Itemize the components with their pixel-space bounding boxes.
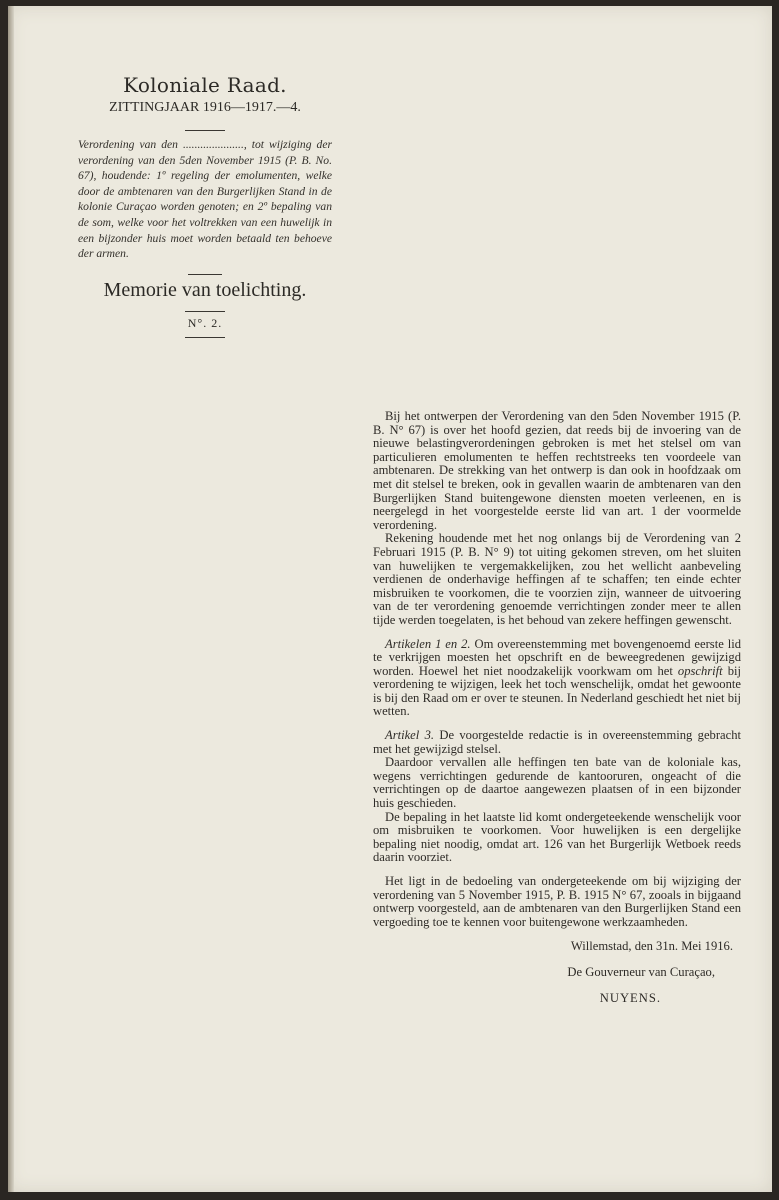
header-column: [72, 72, 338, 338]
body-text: De voorgestelde redactie is in overeenstemming gebracht met het gewijzigd stelsel.: [373, 728, 742, 756]
page-spine: [8, 6, 14, 1192]
ordinance-description: Verordening van den ....................., tot wijziging der verordening van den 5den November 1915 (P. B. No. 67), houdende: 1º regeling der emolumenten, welke door de ambtenaren van den Burgerlijken Stand in de kolonie Curaçao worden genoten; en 2º bepaling van de som, welke voor het voltrekken van een huwelijk in een bijzonder huis moet worden betaald ten behoeve der armen.: [78, 138, 332, 261]
article-3-paragraph: [373, 729, 741, 756]
divider: [185, 311, 225, 312]
body-paragraph: De bepaling in het laatste lid komt ondergeteekende wenschelijk voor om misbruiken te voorkomen. Voor huwelijken is een dergelijke bepaling niet noodig, omdat art. 126 van het Burgerlijk Wetboek reeds daarin voorziet.: [373, 809, 741, 865]
memorie-heading: Memorie van toelichting.: [103, 278, 307, 301]
articles-1-2-paragraph: [373, 638, 741, 720]
body-text: Om overeenstemming met bovengenoemd eerste lid te verkrijgen moesten het opschrift en de beweegredenen gewijzigd worden. Hoewel het niet noodzakelijk voorkwam om het: [373, 636, 741, 678]
signature-block: [373, 939, 741, 1005]
body-paragraph: Rekening houdende met het nog onlangs bij de Verordening van 2 Februari 1915 (P. B. N° 9) tot uiting gekomen streven, om het sluiten van huwelijken te vergemakkelijken, zou het wellicht aanbeveling verdienen de onderhavige heffingen af te schaffen; ten einde echter misbruiken te voorkomen, die te voorzien zijn, wanneer de uitvoering van de ter verordening genoemde verrichtingen zonder meer te allen tijde werden toegelaten, is het behoud van zekere heffingen gewenscht.: [373, 531, 741, 627]
signature-date: Willemstad, den 31n. Mei 1916.: [570, 939, 733, 954]
emphasis-text: opschrift: [677, 663, 723, 678]
signatory-title: De Gouverneur van Curaçao,: [567, 965, 715, 980]
divider: [188, 274, 222, 275]
body-paragraph: Bij het ontwerpen der Verordening van den 5den November 1915 (P. B. N° 67) is over het hoofd gezien, dat reeds bij de invoering van de nieuwe belastingverordeningen gebroken is met het stelsel om van particulieren emolumenten te heffen rechtstreeks ten voordeele van ambtenaren. De strekking van het ontwerp is dan ook in hoofdzaak om met dit stelsel te breken, ook in gevallen waarin de ambtenaren van den Burgerlijken Stand buitengewone diensten moeten verleenen, en is neergelegd in het voorgestelde eerste lid van art. 1 der voormelde verordening.: [373, 409, 741, 532]
memorie-body: [373, 410, 741, 1005]
signatory-name: NUYENS.: [599, 991, 661, 1006]
body-text: bij verordening te wijzigen, leek het toch wenschelijk, omdat het gewoonte is bij den Raad om er over te steunen. In Nederland geschiedt het niet bij wetten.: [373, 663, 741, 719]
body-paragraph: Het ligt in de bedoeling van ondergeteekende om bij wijziging der verordening van 5 November 1915, P. B. 1915 N° 67, zooals in bijgaand ontwerp voorgesteld, aan de ambtenaren van den Burgerlijken Stand een vergoeding toe te kennen voor buitengewone werkzaamheden.: [373, 874, 741, 929]
divider: [185, 337, 225, 338]
article-reference: Artikel 3.: [385, 728, 435, 743]
article-reference: Artikelen 1 en 2.: [385, 636, 471, 651]
divider: [185, 130, 225, 131]
body-paragraph: Daardoor vervallen alle heffingen ten bate van de koloniale kas, wegens verrichtingen gedurende de kantooruren, ongeacht of die verrichtingen op de daartoe aangewezen plaatsen of in een bijzonder huis geschieden.: [373, 755, 741, 811]
session-year: ZITTINGJAAR 1916—1917.—4.: [109, 100, 301, 115]
document-number: N°. 2.: [187, 315, 223, 330]
council-title: Koloniale Raad.: [123, 73, 287, 97]
